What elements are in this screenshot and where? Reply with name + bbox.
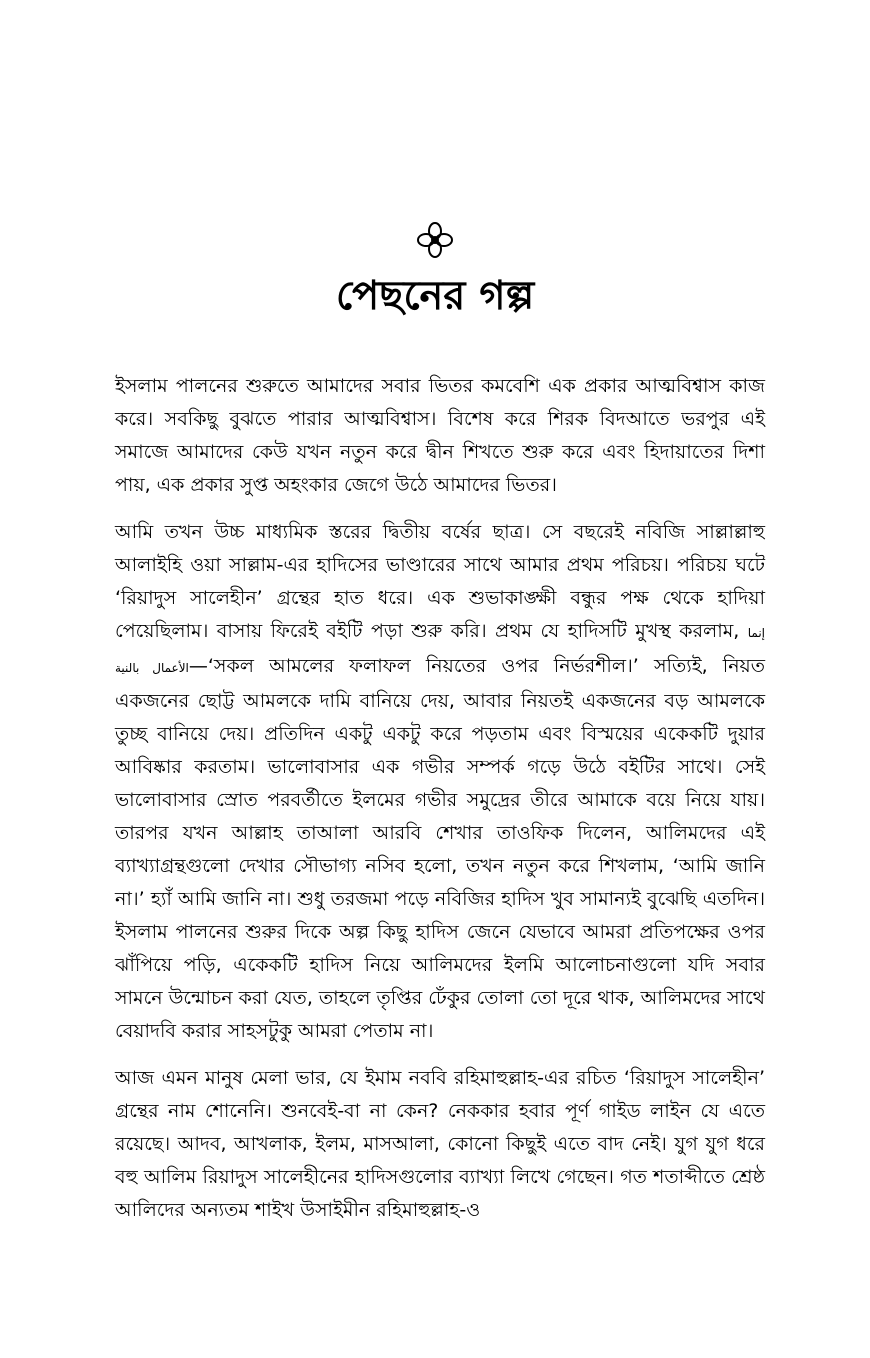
paragraph-2-end: —‘সকল আমলের ফলাফল নিয়তের ওপর নির্ভরশীল।’ সত্যিই, নিয়ত একজনের ছোট্ট আমলকে দামি বানিয়ে দেয়, আবার নিয়তই একজনের বড় আমলকে তুচ্ছ বানিয়ে দেয়। প্রতিদিন একটু একটু করে পড়তাম এবং বিস্ময়ের একেকটি দুয়ার আবিষ্কার করতাম। ভালোবাসার এক গভীর সম্পর্ক গড়ে উঠে বইটির সাথে। সেই ভালোবাসার স্রোত পরবর্তীতে ইলমের গভীর সমুদ্রের তীরে আমাকে বয়ে নিয়ে যায়। তারপর যখন আল্লাহ তাআলা আরবি শেখার তাওফিক দিলেন, আলিমদের এই ব্যাখ্যাগ্রন্থগুলো দেখার সৌভাগ্য নসিব হলো, তখন নতুন করে শিখলাম, ‘আমি জানি না।’ হ্যাঁ আমি জানি না। শুধু তরজমা পড়ে নবিজির হাদিস খুব সামান্যই বুঝেছি এতদিন। ইসলাম পালনের শুরুর দিকে অল্প কিছু হাদিস জেনে যেভাবে আমরা প্রতিপক্ষের ওপর ঝাঁপিয়ে পড়ি, একেকটি হাদিস নিয়ে আলিমদের ইলমি আলোচনাগুলো যদি সবার সামনে উন্মোচন করা যেত, তাহলে তৃপ্তির ঢেঁকুর তোলা তো দূরে থাক, আলিমদের সাথে বেয়াদবি করার সাহসটুকু আমরা পেতাম না।	[115, 655, 765, 1042]
paragraph-2	[115, 516, 765, 1048]
arabic-hadith: إنما الأعمال بالنية	[115, 626, 765, 675]
chapter-title: পেছনের গল্প	[335, 273, 535, 319]
paragraph-3: আজ এমন মানুষ মেলা ভার, যে ইমাম নববি রহিমাহুল্লাহ-এর রচিত ‘রিয়াদুস সালেহীন’ গ্রন্থের নাম শোনেনি। শুনবেই-বা না কেন? নেককার হবার পূর্ণ গাইড লাইন যে এতে রয়েছে। আদব, আখলাক, ইলম, মাসআলা, কোনো কিছুই এতে বাদ নেই। যুগ যুগ ধরে বহু আলিম রিয়াদুস সালেহীনের হাদিসগুলোর ব্যাখ্যা লিখে গেছেন। গত শতাব্দীতে শ্রেষ্ঠ আলিদের অন্যতম শাইখ উসাইমীন রহিমাহুল্লাহ-ও	[115, 1067, 765, 1221]
paragraph-2-start: আমি তখন উচ্চ মাধ্যমিক স্তরের দ্বিতীয় বর্ষের ছাত্র। সে বছরেই নবিজি সাল্লাল্লাহু আলাইহি ওয়া সাল্লাম-এর হাদিসের ভাণ্ডারের সাথে আমার প্রথম পরিচয়। পরিচয় ঘটে ‘রিয়াদুস সালেহীন’ গ্রন্থের হাত ধরে। এক শুভাকাঙ্ক্ষী বন্ধুর পক্ষ থেকে হাদিয়া পেয়েছিলাম। বাসায় ফিরেই বইটি পড়া শুরু করি। প্রথম যে হাদিসটি মুখস্থ করলাম,	[115, 521, 765, 642]
body-text	[115, 370, 765, 1241]
flower-icon	[415, 220, 455, 260]
paragraph-1: ইসলাম পালনের শুরুতে আমাদের সবার ভিতর কমবেশি এক প্রকার আত্মবিশ্বাস কাজ করে। সবকিছু বুঝতে পারার আত্মবিশ্বাস। বিশেষ করে শিরক বিদআতে ভরপুর এই সমাজে আমাদের কেউ যখন নতুন করে দ্বীন শিখতে শুরু করে এবং হিদায়াতের দিশা পায়, এক প্রকার সুপ্ত অহংকার জেগে উঠে আমাদের ভিতর।	[115, 375, 765, 496]
